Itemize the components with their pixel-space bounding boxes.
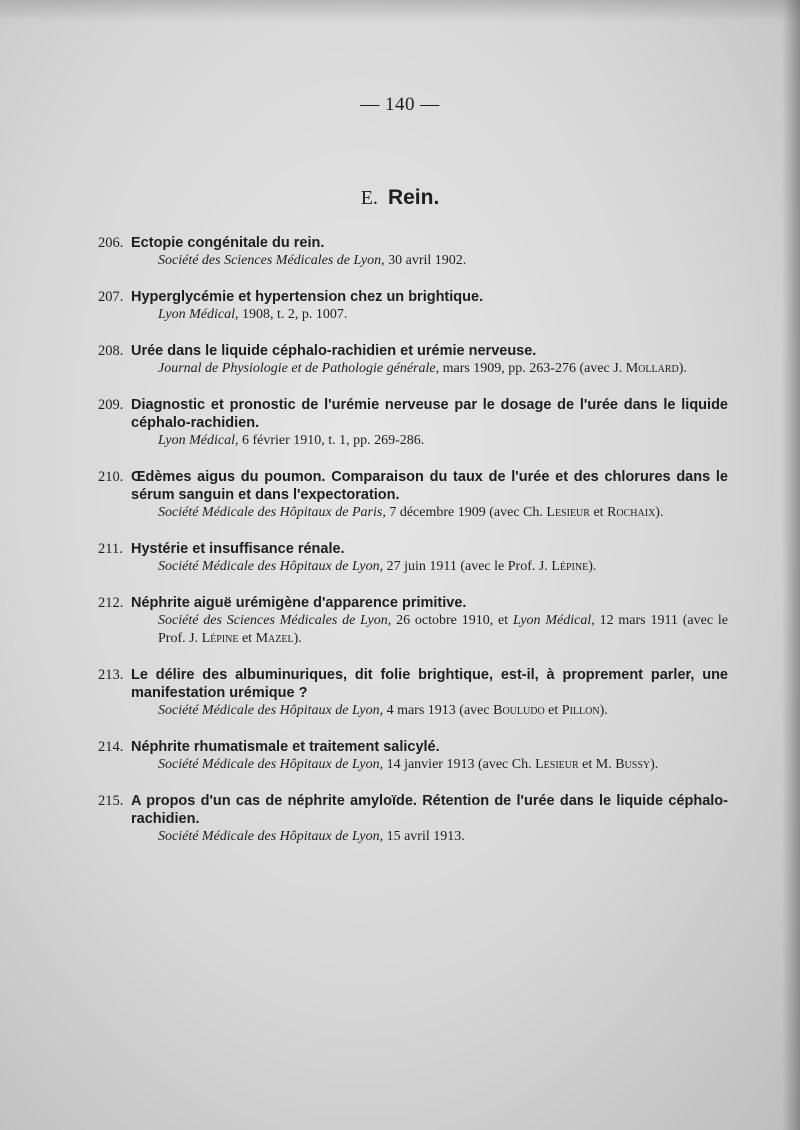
section-name: Rein. <box>387 186 440 209</box>
entry-journal-secondary: Lyon Médical, <box>512 613 595 628</box>
entry-author: Lépine <box>201 631 239 646</box>
entry-title: Œdèmes aigus du poumon. Comparaison du taux de l'urée et des chlorures dans le sérum sanguin et dans l'expectoration. <box>131 469 728 503</box>
entry-details-secondary: 12 mars 1911 (avec le Prof. J. <box>158 613 728 646</box>
entry-author: Bussy <box>615 757 651 772</box>
entry-tail: ). <box>599 703 608 718</box>
entry-details: 4 mars 1913 (avec <box>383 703 494 718</box>
bibliography-entry-207 <box>98 288 728 324</box>
entry-reference <box>158 360 728 378</box>
entry-reference <box>158 702 728 720</box>
entry-number: 209. <box>98 397 124 413</box>
bibliography-entry-211 <box>98 540 728 576</box>
bibliography-entry-210 <box>98 468 728 522</box>
entry-author: Mollard <box>625 361 679 376</box>
entry-title: A propos d'un cas de néphrite amyloïde. Rétention de l'urée dans le liquide céphalo-rachidien. <box>131 793 728 827</box>
entry-author: Mazel <box>255 631 294 646</box>
entry-title: Néphrite rhumatismale et traitement salicylé. <box>131 739 440 755</box>
entry-journal: Lyon Médical, <box>158 307 239 322</box>
entry-title: Urée dans le liquide céphalo-rachidien et urémie nerveuse. <box>131 343 537 359</box>
entry-author: Lesieur <box>535 757 579 772</box>
entry-tail: ). <box>588 559 597 574</box>
entry-connector: et <box>589 505 608 520</box>
entry-details: 27 juin 1911 (avec le Prof. J. <box>383 559 552 574</box>
bibliography-entry-214 <box>98 738 728 774</box>
bibliography-entry-209 <box>98 396 728 450</box>
entry-number: 215. <box>98 793 124 809</box>
entry-title: Le délire des albuminuriques, dit folie brightique, est-il, à proprement parler, une manifestation urémique ? <box>131 667 728 701</box>
entry-details: 30 avril 1902. <box>384 253 467 268</box>
entry-journal: Société Médicale des Hôpitaux de Lyon, <box>158 559 384 574</box>
bibliography-entry-215 <box>98 792 728 846</box>
entry-title: Diagnostic et pronostic de l'urémie nerveuse par le dosage de l'urée dans le liquide céphalo-rachidien. <box>131 397 728 431</box>
entry-journal: Société Médicale des Hôpitaux de Lyon, <box>158 703 384 718</box>
entry-author: Lépine <box>551 559 589 574</box>
entry-reference <box>158 504 728 522</box>
entry-details: 14 janvier 1913 (avec Ch. <box>383 757 536 772</box>
entry-number: 206. <box>98 235 124 251</box>
entry-reference <box>158 756 728 774</box>
bibliography-entry-213 <box>98 666 728 720</box>
entry-author: Bouludo <box>493 703 545 718</box>
entry-connector: et <box>238 631 256 646</box>
entry-title: Ectopie congénitale du rein. <box>131 235 325 251</box>
entry-author: Pillon <box>561 703 600 718</box>
bibliography-entry-206 <box>98 234 728 270</box>
entry-reference <box>158 828 728 846</box>
entry-number: 212. <box>98 595 124 611</box>
entry-tail: ). <box>678 361 687 376</box>
entry-tail: ). <box>655 505 664 520</box>
entry-details: 15 avril 1913. <box>383 829 465 844</box>
section-letter: E. <box>360 187 378 209</box>
entry-journal: Société Médicale des Hôpitaux de Paris, <box>158 505 386 520</box>
entry-reference <box>158 612 728 648</box>
entry-journal: Société Médicale des Hôpitaux de Lyon, <box>158 829 384 844</box>
entry-journal: Société des Sciences Médicales de Lyon, <box>158 253 385 268</box>
entry-number: 213. <box>98 667 124 683</box>
entry-details: 26 octobre 1910, et <box>391 613 513 628</box>
entry-reference <box>158 252 728 270</box>
entry-journal: Société Médicale des Hôpitaux de Lyon, <box>158 757 384 772</box>
entry-details: mars 1909, pp. 263-276 (avec J. <box>439 361 626 376</box>
entry-details: 1908, t. 2, p. 1007. <box>238 307 348 322</box>
section-heading <box>0 186 800 210</box>
entry-connector: et M. <box>578 757 616 772</box>
entry-title: Néphrite aiguë urémigène d'apparence primitive. <box>131 595 467 611</box>
entry-reference <box>158 558 728 576</box>
entry-number: 210. <box>98 469 124 485</box>
bibliography-list <box>98 234 728 864</box>
entry-details: 6 février 1910, t. 1, pp. 269-286. <box>238 433 425 448</box>
entry-journal: Lyon Médical, <box>158 433 239 448</box>
bibliography-entry-208 <box>98 342 728 378</box>
entry-author: Lesieur <box>546 505 590 520</box>
entry-title: Hystérie et insuffisance rénale. <box>131 541 345 557</box>
entry-title: Hyperglycémie et hypertension chez un brightique. <box>131 289 484 305</box>
entry-connector: et <box>544 703 562 718</box>
entry-author: Rochaix <box>607 505 656 520</box>
entry-number: 211. <box>98 541 123 557</box>
entry-journal: Journal de Physiologie et de Pathologie générale, <box>158 361 440 376</box>
scan-shadow-top <box>0 0 800 22</box>
entry-tail: ). <box>650 757 659 772</box>
entry-number: 208. <box>98 343 124 359</box>
entry-journal: Société des Sciences Médicales de Lyon, <box>158 613 392 628</box>
entry-reference <box>158 306 728 324</box>
page-number: — 140 — <box>360 94 440 115</box>
entry-number: 214. <box>98 739 124 755</box>
entry-details: 7 décembre 1909 (avec Ch. <box>385 505 547 520</box>
scan-shadow-right <box>782 0 800 1130</box>
entry-tail: ). <box>293 631 302 646</box>
entry-number: 207. <box>98 289 124 305</box>
bibliography-entry-212 <box>98 594 728 648</box>
entry-reference <box>158 432 728 450</box>
